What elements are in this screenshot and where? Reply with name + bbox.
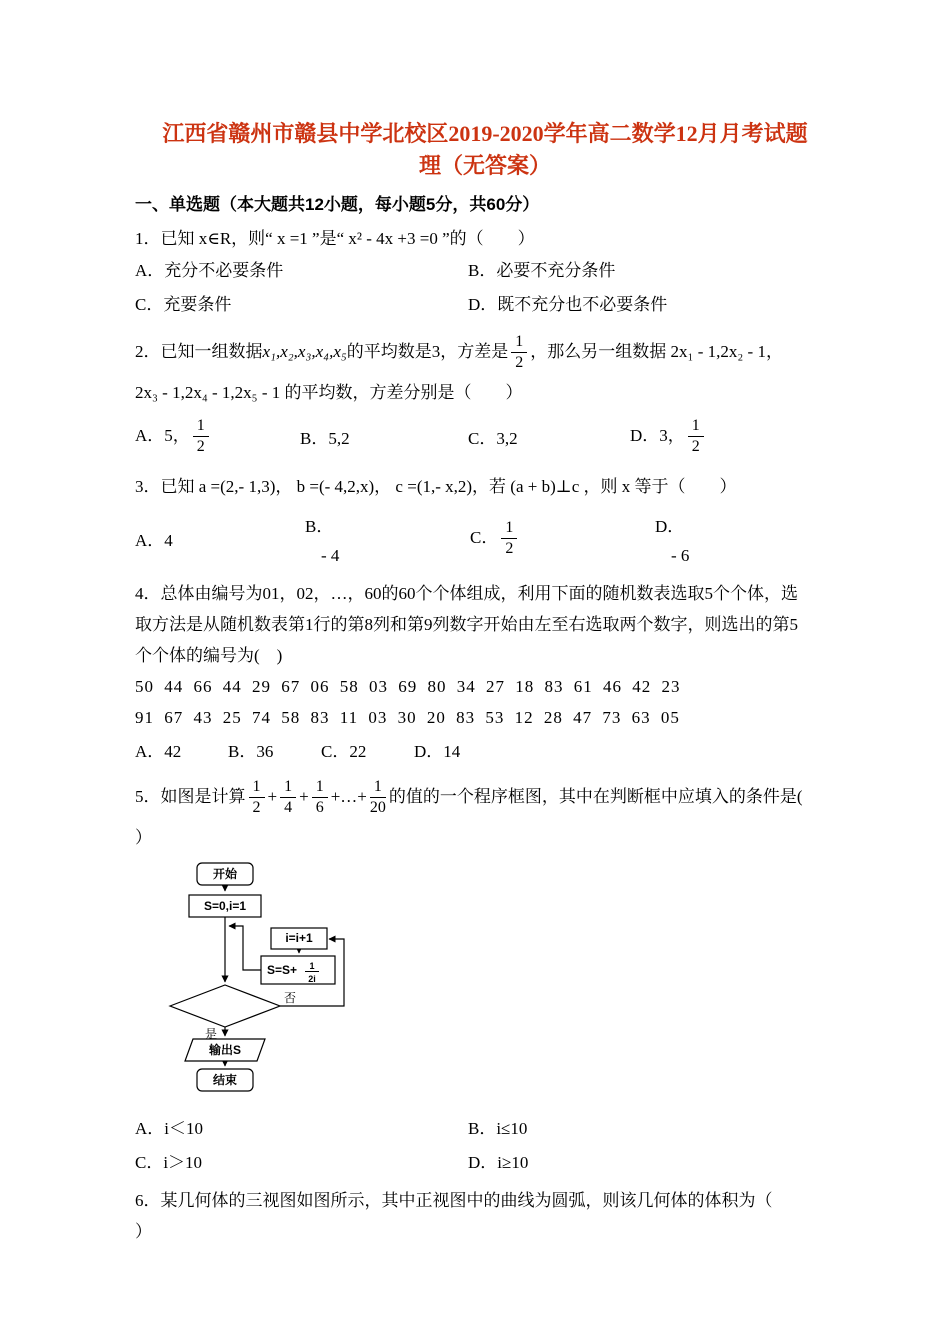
fraction-denominator: 4 bbox=[284, 799, 293, 817]
q1-option-a: A．充分不必要条件 bbox=[135, 260, 284, 280]
fraction-numerator: 1 bbox=[312, 778, 328, 798]
q2-text-1: 2．已知一组数据 bbox=[135, 341, 263, 361]
fraction-numerator: 1 bbox=[370, 778, 386, 798]
fraction-denominator: 20 bbox=[369, 799, 386, 817]
q4-option-a: A．42 bbox=[135, 741, 182, 761]
q5-text-2: 的值的一个程序框图，其中在判断框中应填入的条件是( bbox=[388, 786, 803, 806]
q3-options bbox=[135, 508, 835, 570]
q4-random-number-row2: 91 67 43 25 74 58 83 11 03 30 20 83 53 12 28 47 73 63 05 bbox=[135, 707, 680, 727]
q5-option-d: D．i≥10 bbox=[468, 1152, 529, 1172]
q3-option-c-label: C． bbox=[470, 527, 499, 547]
q2-options bbox=[135, 413, 835, 461]
q1-option-c: C．充要条件 bbox=[135, 294, 232, 314]
fraction-denominator: 6 bbox=[315, 799, 324, 817]
fraction-denominator: 2 bbox=[252, 799, 261, 817]
fraction-denominator: 2 bbox=[515, 354, 524, 372]
q5-plus-2: + bbox=[299, 786, 309, 806]
q3-stem: 3．已知 a =(2,- 1,3)， b =(- 4,2,x)， c =(1,- x,2)，若 (a + b)⊥c ，则 x 等于（ ） bbox=[135, 476, 737, 496]
q2-text-2: 的平均数是3，方差是 bbox=[346, 341, 509, 361]
exam-title bbox=[135, 118, 835, 182]
fraction bbox=[688, 417, 704, 457]
q1-option-b: B．必要不充分条件 bbox=[468, 260, 616, 280]
flow-arrow-loop-return bbox=[229, 926, 261, 970]
q3-option-c bbox=[470, 519, 655, 559]
fraction bbox=[193, 417, 209, 457]
exam-title-line1: 江西省赣州市赣县中学北校区2019-2020学年高二数学12月月考试题 bbox=[162, 121, 808, 146]
flow-init-label: S=0,i=1 bbox=[203, 898, 247, 913]
q2-stem-line1 bbox=[135, 327, 835, 377]
fraction-numerator: 1 bbox=[511, 333, 527, 353]
q4-option-d: D．14 bbox=[414, 741, 461, 761]
q5-option-c: C．i＞10 bbox=[135, 1152, 203, 1172]
q1-option-d: D．既不充分也不必要条件 bbox=[468, 294, 668, 314]
q5-flowchart bbox=[160, 861, 372, 1099]
q2-option-c: C．3,2 bbox=[468, 429, 518, 449]
fraction-numerator: 1 bbox=[501, 519, 517, 539]
fraction bbox=[280, 778, 296, 818]
q4-option-b: B．36 bbox=[228, 741, 274, 761]
fraction-numerator: 1 bbox=[249, 778, 265, 798]
q2-option-a bbox=[135, 417, 300, 457]
q5-option-a: A．i＜10 bbox=[135, 1118, 203, 1138]
exam-title-line2: 理（无答案） bbox=[418, 152, 551, 178]
q2-option-d-label: D．3， bbox=[630, 425, 685, 445]
q4-stem-line3: 个个体的编号为( ) bbox=[135, 645, 283, 665]
q5-stem-line2: ） bbox=[135, 827, 152, 847]
q5-stem-line1 bbox=[135, 772, 835, 822]
q4-options bbox=[135, 738, 835, 766]
fraction-denominator: 2 bbox=[505, 540, 514, 558]
exam-document bbox=[135, 118, 835, 1247]
q2-text-3: ，那么另一组数据 2x₁ - 1,2x₂ - 1， bbox=[530, 341, 783, 361]
q2-variables: x₁,x₂,x₃,x₄,x₅ bbox=[262, 341, 347, 361]
flow-no-label: 否 bbox=[284, 990, 297, 1005]
fraction bbox=[312, 778, 328, 818]
fraction bbox=[501, 519, 517, 559]
flow-acc-frac-denominator: 2i bbox=[308, 973, 316, 984]
q3-option-d bbox=[655, 512, 689, 566]
q3-option-b bbox=[305, 512, 470, 566]
q3-option-d-value: - 6 bbox=[671, 545, 690, 565]
q5-flowchart-figure bbox=[160, 861, 835, 1104]
flow-end-label: 结束 bbox=[212, 1072, 238, 1087]
flow-start-label: 开始 bbox=[212, 866, 238, 881]
flow-output-label: 输出S bbox=[208, 1042, 242, 1057]
q4-stem-line1: 4．总体由编号为01，02，…，60的60个个体组成，利用下面的随机数表选取5个个体，选 bbox=[135, 583, 798, 603]
q2-option-a-label: A．5， bbox=[135, 425, 190, 445]
q5-ellipsis-plus: +…+ bbox=[330, 786, 367, 806]
q4-option-c: C．22 bbox=[321, 741, 367, 761]
q3-option-b-value: - 4 bbox=[321, 545, 340, 565]
q3-option-d-label: D． bbox=[655, 516, 685, 536]
fraction bbox=[511, 333, 527, 373]
fraction bbox=[249, 778, 265, 818]
flow-acc-frac-numerator: 1 bbox=[309, 960, 315, 971]
flow-acc-prefix-label: S=S+ bbox=[266, 962, 298, 977]
q2-stem-line2: 2x₃ - 1,2x₄ - 1,2x₅ - 1 的平均数，方差分别是（ ） bbox=[135, 382, 523, 402]
q1-options bbox=[135, 260, 835, 315]
fraction-numerator: 1 bbox=[688, 417, 704, 437]
flow-increment-label: i=i+1 bbox=[285, 930, 313, 945]
q5-text-1: 5．如图是计算 bbox=[135, 786, 246, 806]
fraction-denominator: 2 bbox=[691, 438, 700, 456]
flow-decision-diamond bbox=[170, 985, 280, 1027]
fraction-denominator: 2 bbox=[196, 438, 205, 456]
q6-stem-line1: 6．某几何体的三视图如图所示，其中正视图中的曲线为圆弧，则该几何体的体积为（ bbox=[135, 1190, 773, 1210]
q4-random-number-row1: 50 44 66 44 29 67 06 58 03 69 80 34 27 18 83 61 46 42 23 bbox=[135, 676, 681, 696]
fraction-numerator: 1 bbox=[280, 778, 296, 798]
q2-option-b: B．5,2 bbox=[300, 429, 350, 449]
q4-stem-line2: 取方法是从随机数表第1行的第8列和第9列数字开始由左至右选取两个数字，则选出的第5 bbox=[135, 614, 798, 634]
q3-option-a: A．4 bbox=[135, 531, 173, 551]
q5-options bbox=[135, 1118, 835, 1173]
q1-stem: 1．已知 x∈R，则“ x =1 ”是“ x² - 4x +3 =0 ”的（ ） bbox=[135, 228, 535, 248]
q3-option-b-label: B． bbox=[305, 516, 334, 536]
fraction-numerator: 1 bbox=[193, 417, 209, 437]
q5-option-b: B．i≤10 bbox=[468, 1118, 528, 1138]
q6-stem-line2: ） bbox=[135, 1221, 152, 1241]
section-heading: 一、单选题（本大题共12小题，每小题5分，共60分） bbox=[135, 194, 540, 214]
fraction bbox=[370, 778, 386, 818]
q2-option-d bbox=[630, 417, 707, 457]
flow-yes-label: 是 bbox=[204, 1026, 218, 1041]
q5-plus-1: + bbox=[267, 786, 278, 806]
